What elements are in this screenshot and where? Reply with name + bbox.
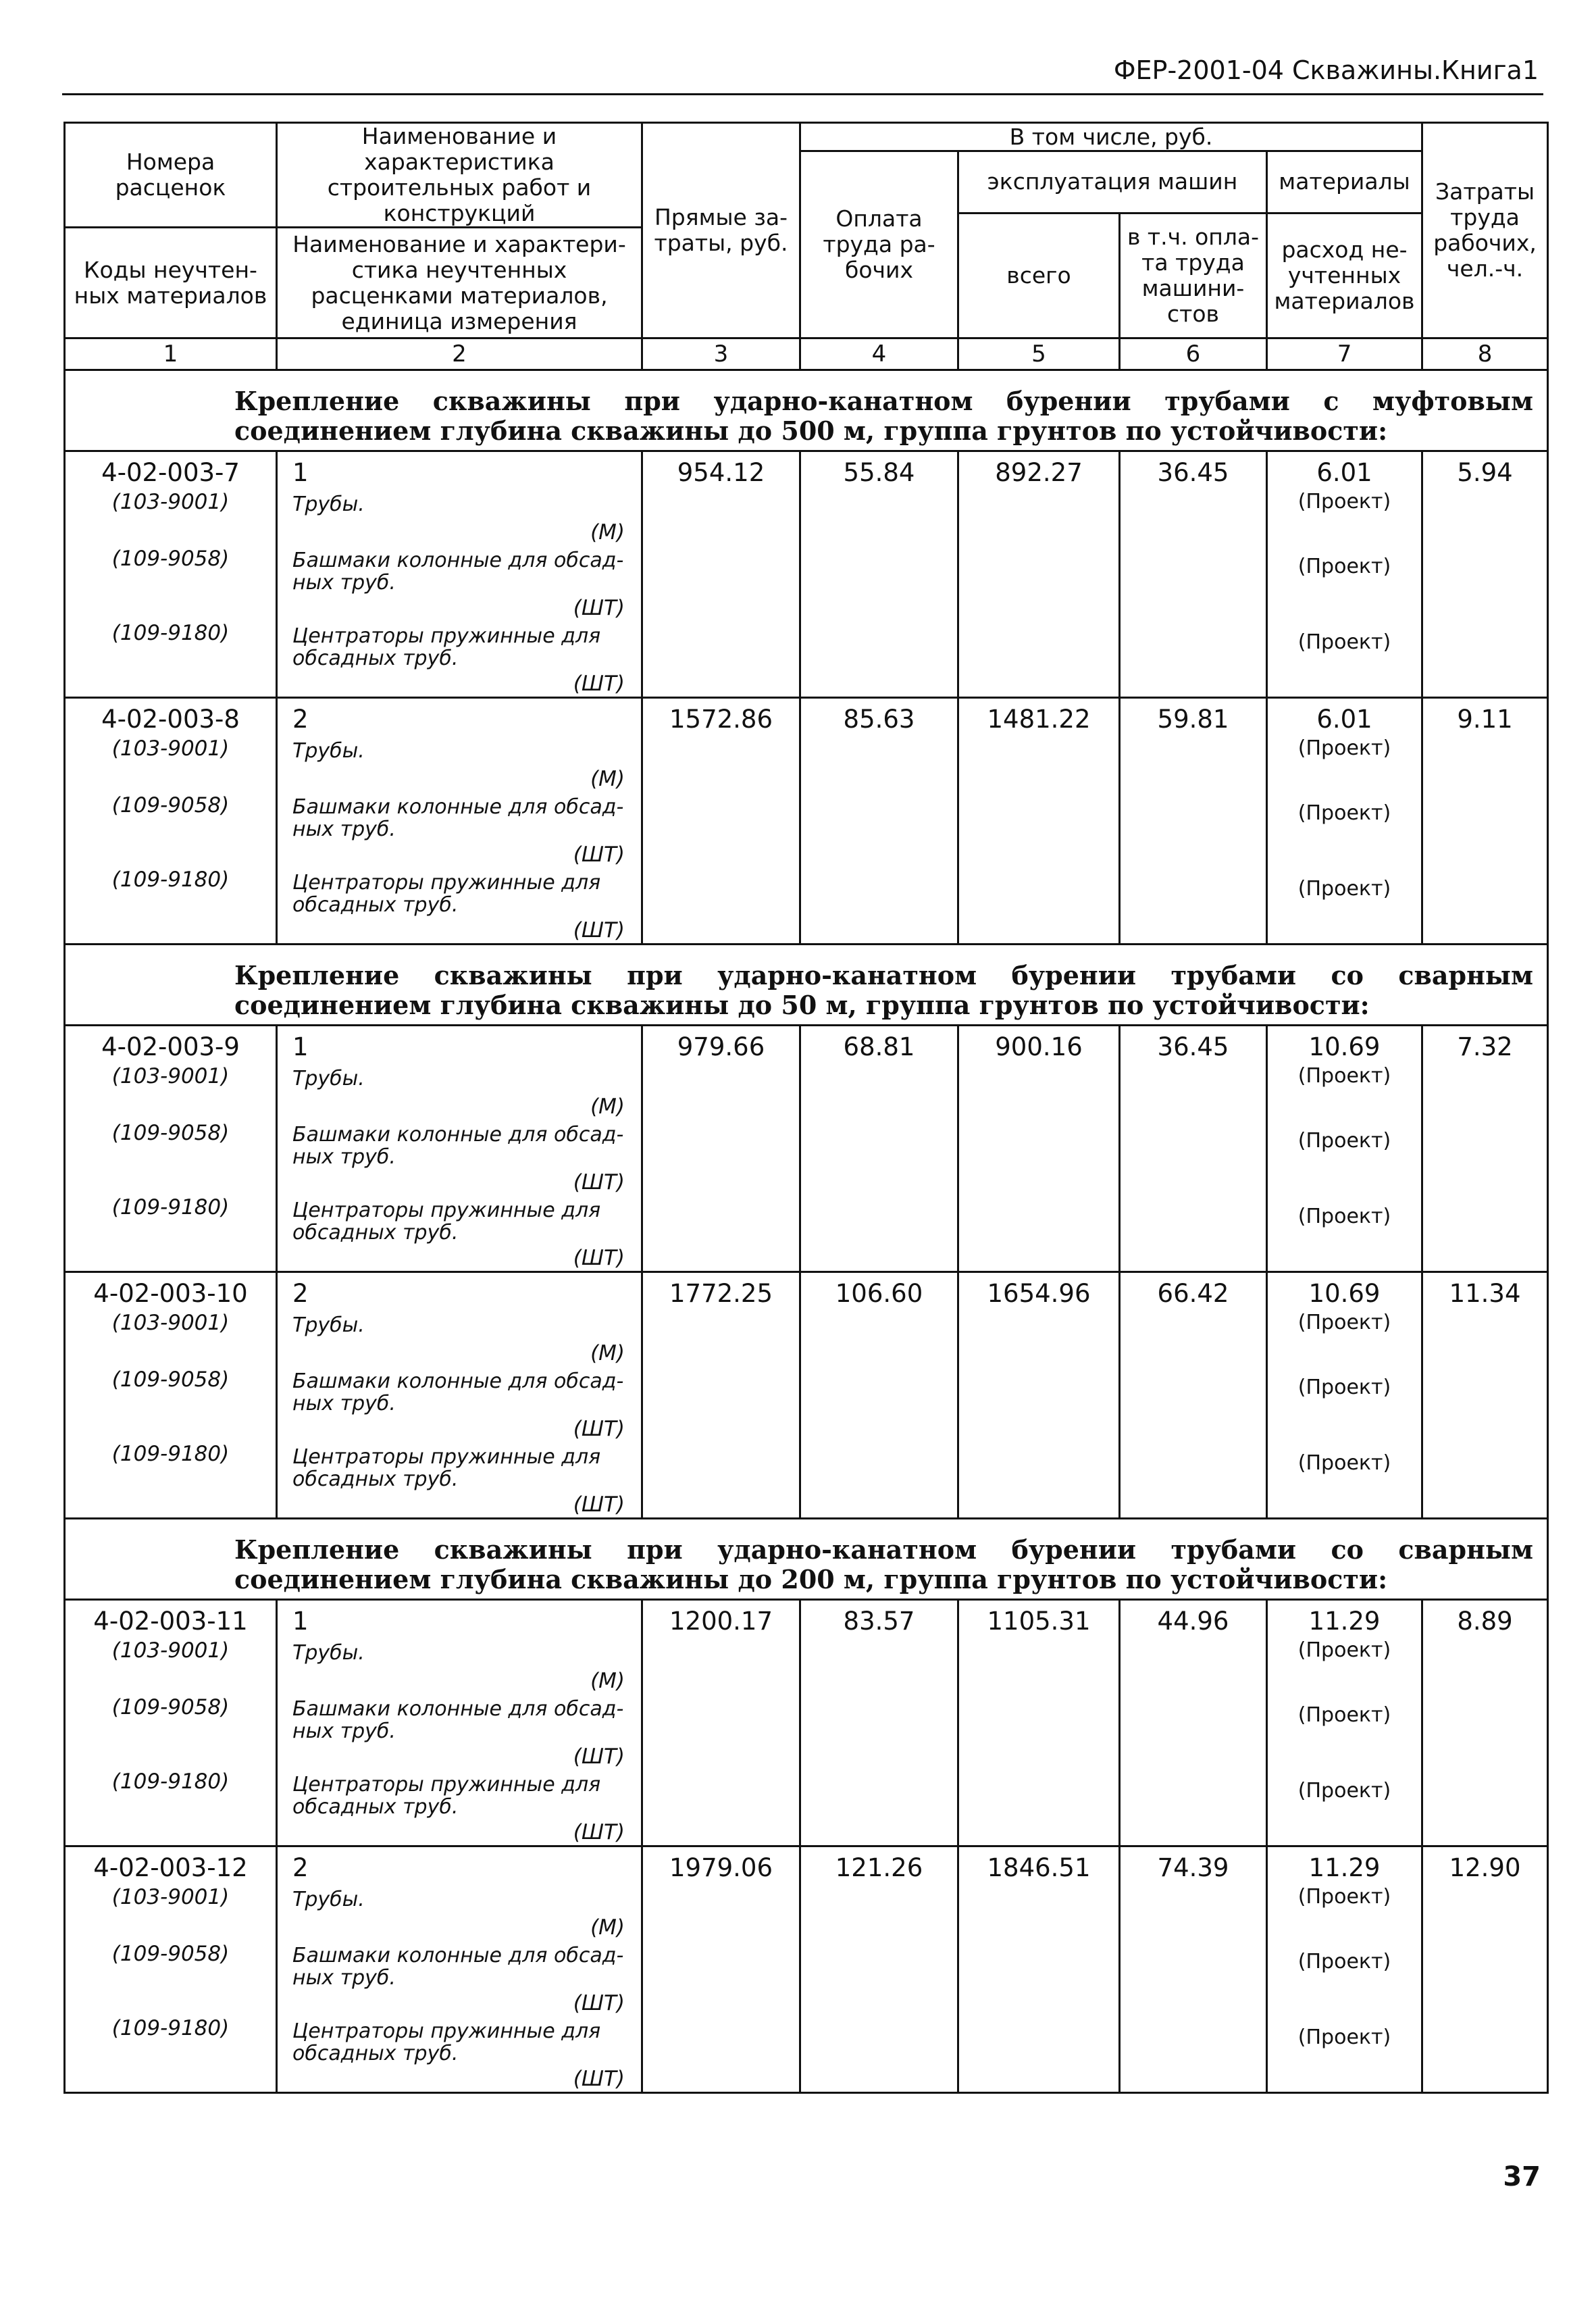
cell-machinists	[1120, 1272, 1267, 1519]
material-unit: (ШТ)	[573, 918, 625, 942]
value-labor: 83.57	[843, 1607, 915, 1636]
material-unit: (ШТ)	[573, 596, 625, 620]
material-name: Трубы.	[292, 1313, 365, 1337]
header-direct-costs: Прямые за-траты, руб.	[642, 123, 800, 338]
project-label: (Проект)	[1297, 736, 1391, 760]
material-code: (109-9180)	[111, 1769, 230, 1794]
soil-group: 1	[292, 458, 309, 487]
material-unit: (ШТ)	[573, 1744, 625, 1769]
project-label: (Проект)	[1297, 1376, 1391, 1399]
description-cell	[277, 698, 642, 945]
column-number: 8	[1422, 338, 1548, 370]
material-name: Центраторы пружинные для обсадных труб.	[292, 624, 601, 670]
cell-hours	[1422, 1846, 1548, 2093]
column-number-row	[65, 338, 1548, 370]
value-machinists: 59.81	[1157, 705, 1229, 734]
value-materials: 10.69	[1308, 1279, 1381, 1308]
header-labor-hours: Затраты труда рабочих, чел.-ч.	[1422, 123, 1548, 338]
material-name: Трубы.	[292, 1641, 365, 1665]
project-label: (Проект)	[1297, 1205, 1391, 1228]
value-materials: 11.29	[1308, 1607, 1381, 1636]
material-name: Башмаки колонные для обсад-ных труб.	[292, 1369, 624, 1415]
value-machines: 892.27	[995, 458, 1083, 487]
cell-machines	[958, 1600, 1120, 1846]
cell-hours	[1422, 451, 1548, 698]
cell-direct	[642, 451, 800, 698]
cell-hours	[1422, 1272, 1548, 1519]
cell-materials	[1267, 698, 1422, 945]
rate-code: 4-02-003-8	[101, 705, 240, 734]
material-name: Трубы.	[292, 1888, 365, 1911]
rate-code: 4-02-003-10	[93, 1279, 248, 1308]
project-label: (Проект)	[1297, 1638, 1391, 1662]
material-name: Трубы.	[292, 1067, 365, 1090]
page-number: 37	[1503, 2161, 1541, 2192]
material-name: Центраторы пружинные для обсадных труб.	[292, 1773, 601, 1819]
section-title-row	[65, 1519, 1548, 1600]
value-direct: 1772.25	[669, 1279, 773, 1308]
project-label: (Проект)	[1297, 1451, 1391, 1475]
description-cell	[277, 1272, 642, 1519]
section-title: Крепление скважины при ударно-канатном бурении трубами с муфтовым соединением глубина скважины до 500 м, группа грунтов по устойчивости:	[65, 370, 1548, 451]
header-rule	[62, 93, 1543, 95]
cell-labor	[800, 451, 958, 698]
material-unit: (ШТ)	[573, 1170, 625, 1194]
description-cell	[277, 451, 642, 698]
cell-machinists	[1120, 1026, 1267, 1272]
cell-hours	[1422, 1026, 1548, 1272]
material-code: (103-9001)	[111, 1638, 230, 1663]
material-unit: (ШТ)	[573, 1991, 625, 2015]
soil-group: 2	[292, 1279, 309, 1308]
rate-row	[65, 1846, 1548, 2093]
cell-materials	[1267, 451, 1422, 698]
material-unit: (М)	[590, 1915, 625, 1940]
material-unit: (ШТ)	[573, 1417, 625, 1441]
material-unit: (ШТ)	[573, 1246, 625, 1270]
material-unit: (М)	[590, 1341, 625, 1365]
material-name: Трубы.	[292, 493, 365, 516]
rate-code-cell	[65, 1026, 277, 1272]
header-material-names: Наименование и характери-стика неучтенных расценками материалов, единица измерения	[277, 228, 642, 338]
section-title: Крепление скважины при ударно-канатном бурении трубами со сварным соединением глубина скважины до 50 м, группа грунтов по устойчивости:	[65, 945, 1548, 1026]
material-name: Башмаки колонные для обсад-ных труб.	[292, 795, 624, 841]
material-name: Центраторы пружинные для обсадных труб.	[292, 871, 601, 917]
rate-code-cell	[65, 1600, 277, 1846]
value-hours: 12.90	[1449, 1853, 1521, 1882]
material-name: Башмаки колонные для обсад-ных труб.	[292, 1944, 624, 1990]
header-including: В том числе, руб.	[800, 123, 1422, 151]
section-title: Крепление скважины при ударно-канатном бурении трубами со сварным соединением глубина скважины до 200 м, группа грунтов по устойчивости:	[65, 1519, 1548, 1600]
rate-row	[65, 1026, 1548, 1272]
cell-machines	[958, 451, 1120, 698]
value-materials: 11.29	[1308, 1853, 1381, 1882]
material-name: Трубы.	[292, 739, 365, 763]
material-code: (109-9058)	[111, 1121, 230, 1145]
value-direct: 979.66	[677, 1032, 765, 1061]
cell-materials	[1267, 1846, 1422, 2093]
material-code: (103-9001)	[111, 1885, 230, 1909]
section-title-row	[65, 370, 1548, 451]
project-label: (Проект)	[1297, 1779, 1391, 1803]
project-label: (Проект)	[1297, 630, 1391, 654]
cell-labor	[800, 1026, 958, 1272]
material-unit: (ШТ)	[573, 1492, 625, 1517]
header-machinists-pay: в т.ч. опла-та труда машини-стов	[1120, 213, 1267, 338]
value-labor: 121.26	[835, 1853, 923, 1882]
header-machines: эксплуатация машин	[958, 151, 1267, 213]
material-code: (109-9180)	[111, 2016, 230, 2040]
material-name: Центраторы пружинные для обсадных труб.	[292, 1199, 601, 1244]
value-machinists: 36.45	[1157, 1032, 1229, 1061]
material-unit: (М)	[590, 520, 625, 545]
value-direct: 954.12	[677, 458, 765, 487]
value-materials: 10.69	[1308, 1032, 1381, 1061]
value-machinists: 44.96	[1157, 1607, 1229, 1636]
rate-code-cell	[65, 1272, 277, 1519]
project-label: (Проект)	[1297, 555, 1391, 578]
cell-labor	[800, 698, 958, 945]
material-unit: (М)	[590, 1669, 625, 1693]
material-code: (103-9001)	[111, 490, 230, 514]
material-code: (103-9001)	[111, 1311, 230, 1335]
document-header: ФЕР-2001-04 Скважины.Книга1	[1113, 55, 1539, 85]
value-machines: 1481.22	[987, 705, 1091, 734]
material-code: (109-9058)	[111, 1695, 230, 1719]
table-body	[65, 370, 1548, 2093]
cell-direct	[642, 1846, 800, 2093]
value-direct: 1979.06	[669, 1853, 773, 1882]
value-machinists: 74.39	[1157, 1853, 1229, 1882]
project-label: (Проект)	[1297, 1703, 1391, 1727]
section-title-row	[65, 945, 1548, 1026]
material-name: Центраторы пружинные для обсадных труб.	[292, 1445, 601, 1491]
cell-machinists	[1120, 1846, 1267, 2093]
rate-row	[65, 1272, 1548, 1519]
value-machines: 1846.51	[987, 1853, 1091, 1882]
value-machinists: 66.42	[1157, 1279, 1229, 1308]
column-number: 6	[1120, 338, 1267, 370]
header-unaccounted-materials: расход не-учтенных материалов	[1267, 213, 1422, 338]
project-label: (Проект)	[1297, 1950, 1391, 1973]
project-label: (Проект)	[1297, 1129, 1391, 1153]
material-code: (109-9058)	[111, 793, 230, 818]
value-direct: 1200.17	[669, 1607, 773, 1636]
description-cell	[277, 1846, 642, 2093]
project-label: (Проект)	[1297, 877, 1391, 901]
soil-group: 1	[292, 1607, 309, 1636]
rate-code: 4-02-003-9	[101, 1032, 240, 1061]
rate-code-cell	[65, 698, 277, 945]
cell-labor	[800, 1846, 958, 2093]
value-hours: 11.34	[1449, 1279, 1521, 1308]
cell-machines	[958, 1846, 1120, 2093]
value-labor: 106.60	[835, 1279, 923, 1308]
material-unit: (ШТ)	[573, 1820, 625, 1844]
cell-direct	[642, 1600, 800, 1846]
rate-code-cell	[65, 451, 277, 698]
project-label: (Проект)	[1297, 1311, 1391, 1334]
value-labor: 55.84	[843, 458, 915, 487]
rate-row	[65, 698, 1548, 945]
header-rate-numbers: Номера расценок	[65, 123, 277, 228]
cell-labor	[800, 1272, 958, 1519]
project-label: (Проект)	[1297, 801, 1391, 825]
project-label: (Проект)	[1297, 1885, 1391, 1909]
cell-machines	[958, 1272, 1120, 1519]
cell-hours	[1422, 698, 1548, 945]
value-labor: 68.81	[843, 1032, 915, 1061]
value-materials: 6.01	[1316, 458, 1372, 487]
material-name: Башмаки колонные для обсад-ных труб.	[292, 1123, 624, 1169]
header-labor-pay: Оплата труда ра-бочих	[800, 151, 958, 338]
cell-materials	[1267, 1600, 1422, 1846]
column-number: 4	[800, 338, 958, 370]
rate-code: 4-02-003-7	[101, 458, 240, 487]
project-label: (Проект)	[1297, 2026, 1391, 2049]
material-code: (109-9058)	[111, 1367, 230, 1392]
value-machines: 900.16	[995, 1032, 1083, 1061]
cell-machinists	[1120, 451, 1267, 698]
rate-row	[65, 451, 1548, 698]
cell-machinists	[1120, 698, 1267, 945]
value-machinists: 36.45	[1157, 458, 1229, 487]
column-number: 2	[277, 338, 642, 370]
cell-labor	[800, 1600, 958, 1846]
cell-direct	[642, 698, 800, 945]
cell-direct	[642, 1026, 800, 1272]
material-unit: (ШТ)	[573, 2067, 625, 2091]
rates-table	[63, 122, 1549, 2094]
cell-materials	[1267, 1026, 1422, 1272]
value-direct: 1572.86	[669, 705, 773, 734]
material-code: (109-9180)	[111, 867, 230, 892]
value-machines: 1105.31	[987, 1607, 1091, 1636]
header-work-name: Наименование и характеристика строительных работ и конструкций	[277, 123, 642, 228]
column-number: 1	[65, 338, 277, 370]
value-hours: 8.89	[1457, 1607, 1513, 1636]
value-labor: 85.63	[843, 705, 915, 734]
material-unit: (ШТ)	[573, 842, 625, 867]
material-unit: (М)	[590, 767, 625, 791]
material-name: Башмаки колонные для обсад-ных труб.	[292, 549, 624, 595]
material-code: (109-9058)	[111, 1942, 230, 1966]
material-code: (103-9001)	[111, 736, 230, 761]
value-hours: 9.11	[1457, 705, 1513, 734]
project-label: (Проект)	[1297, 1064, 1391, 1088]
header-machines-total: всего	[958, 213, 1120, 338]
cell-machinists	[1120, 1600, 1267, 1846]
material-code: (109-9180)	[111, 1442, 230, 1466]
soil-group: 1	[292, 1032, 309, 1061]
column-number: 3	[642, 338, 800, 370]
value-hours: 7.32	[1457, 1032, 1513, 1061]
material-unit: (ШТ)	[573, 672, 625, 696]
rate-row	[65, 1600, 1548, 1846]
cell-materials	[1267, 1272, 1422, 1519]
value-machines: 1654.96	[987, 1279, 1091, 1308]
description-cell	[277, 1026, 642, 1272]
material-unit: (М)	[590, 1095, 625, 1119]
header-materials: материалы	[1267, 151, 1422, 213]
column-number: 7	[1267, 338, 1422, 370]
material-code: (109-9058)	[111, 547, 230, 571]
column-number: 5	[958, 338, 1120, 370]
material-name: Центраторы пружинные для обсадных труб.	[292, 2019, 601, 2065]
rate-code-cell	[65, 1846, 277, 2093]
cell-machines	[958, 698, 1120, 945]
value-hours: 5.94	[1457, 458, 1513, 487]
material-code: (109-9180)	[111, 621, 230, 645]
material-code: (103-9001)	[111, 1064, 230, 1088]
rate-code: 4-02-003-11	[93, 1607, 248, 1636]
material-code: (109-9180)	[111, 1195, 230, 1219]
material-name: Башмаки колонные для обсад-ных труб.	[292, 1697, 624, 1743]
cell-hours	[1422, 1600, 1548, 1846]
cell-machines	[958, 1026, 1120, 1272]
project-label: (Проект)	[1297, 490, 1391, 513]
header-material-codes: Коды неучтен-ных материалов	[65, 228, 277, 338]
soil-group: 2	[292, 1853, 309, 1882]
soil-group: 2	[292, 705, 309, 734]
value-materials: 6.01	[1316, 705, 1372, 734]
cell-direct	[642, 1272, 800, 1519]
description-cell	[277, 1600, 642, 1846]
rate-code: 4-02-003-12	[93, 1853, 248, 1882]
